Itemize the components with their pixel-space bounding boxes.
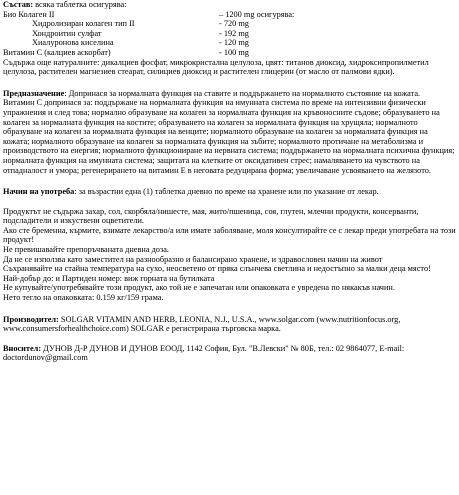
usage-heading: Начин на употреба <box>3 187 75 197</box>
warnings-block <box>3 207 456 303</box>
warning-line: Ако сте бременна, кърмите, взимате лекарство/а или имате заболяване, моля консултирайте се с лекар преди употребата на този продукт! <box>3 225 456 245</box>
warning-line: Най-добър до: и Партиден номер: виж горната на бутилката <box>3 273 215 283</box>
warning-line: Не купувайте/употребявайте този продукт, ако той не е запечатан или опаковката е увредена по някакъв начин. <box>3 283 395 293</box>
warning-line: Съхранявайте на стайна температура на сухо, неосветено от пряка слънчева светлина и недостъпно за малки деца място! <box>3 264 431 274</box>
ingredient-amount: - 720 mg <box>219 19 249 29</box>
warning-line: Не превишавайте препоръчваната дневна доза. <box>3 245 169 255</box>
warning-line: Продуктът не съдържа захар, сол, скорбяла/нишесте, мая, жито/пшеница, соя, глутен, млечни продукти, консерванти, подсладители и изкуствени оцветители. <box>3 206 419 226</box>
ingredient-name: Витамин С (калциев аскорбат) <box>3 47 111 57</box>
vitamin-c-claims: Витамин С допринася за: поддържане на нормалната функция на имунната система по време на интензивни физически упражнения и след това; нормално образуване на колаген за нормалната функция на кръвоносните съдове; образуването на колаген за нормалната функция на костите; образуването на колаген за нормалната функция на хрущяла; нормалното образуване на колаген за нормалната функция на венците; нормалното образуване на колаген за нормалната функция на кожата; нормалното образуване на колаген за нормалната функция на зъбите; нормалното протичане на метаболизма и производството на енергия; нормалното функциониране на нервната система; поддържането на нормалната психична функция; нормалната функция на имунната система; защитата на клетките от оксидативен стрес; намаляването на чувството на отпадналост и умора; регенерирането на витамин Е в неговата редуцирана форма; увеличаване усвояването на желязото. <box>3 98 455 175</box>
composition-row <box>3 29 456 39</box>
ingredient-amount: - 120 mg <box>219 38 249 48</box>
importer-heading: Вносител: <box>3 343 42 353</box>
importer-paragraph <box>3 344 456 363</box>
producer-paragraph <box>3 315 456 334</box>
composition-row <box>3 48 456 58</box>
ingredient-amount: - 100 mg <box>219 47 249 57</box>
usage-text: : за възрастни една (1) таблетка дневно по време на хранене или по указание от лекар. <box>74 187 379 197</box>
warning-line: Нето тегло на опаковката: 0.159 кг/159 грама. <box>3 293 164 303</box>
producer-text: SOLGAR VITAMIN AND HERB, LEONIA, N.J., U.S.A., www.solgar.com (www.nutritionfocus.org, www.consumersforhealthchoice.com) SOLGAR е регистрирана търговска марка. <box>3 314 401 334</box>
ingredient-amount: - 192 mg <box>219 28 249 38</box>
ingredient-name: Хиалуронова киселина <box>32 38 114 48</box>
ingredient-name: Хондроитин сулфат <box>32 28 102 38</box>
producer-heading: Производител: <box>3 314 59 324</box>
importer-text: ДУНОВ Д-Р ДУНОВ И ДУНОВ ЕООД, 1142 София, Бул. "В.Левски" № 80Б, тел.: 02 9864077, Е-mail: doctordunov@gmail.com <box>3 343 405 363</box>
purpose-heading: Предназначение <box>3 88 65 98</box>
usage-paragraph <box>3 187 456 197</box>
composition-heading: Състав: <box>3 0 34 9</box>
ingredient-name: Хидролизиран колаген тип II <box>32 19 135 29</box>
other-ingredients: Съдържа още натуралните: дикалциев фосфат, микрокристална целулоза, цвят: титанов диоксид, хидроксипропилметил целулоза, растителен магнезиев стеарат, силициев диоксид и растителен глицерин (от масло от палмови ядки). <box>3 57 429 77</box>
purpose-text: : Допринася за нормалната функция на ставите и поддържането на нормалното състояние на кожата. <box>64 88 421 98</box>
warning-line: Да не се използва като заместител на разнообразно и балансирано хранене, и здравословен начин на живот <box>3 254 383 264</box>
composition-table <box>3 10 456 58</box>
composition-row <box>3 38 456 48</box>
ingredient-name: Био Колаген II <box>3 9 55 19</box>
composition-intro: всяка таблетка осигурява: <box>33 0 127 9</box>
composition-title <box>3 0 456 10</box>
composition-row <box>3 10 456 20</box>
purpose-intro <box>3 89 456 99</box>
composition-row <box>3 19 456 29</box>
ingredient-amount: – 1200 mg осигурява: <box>219 9 295 19</box>
